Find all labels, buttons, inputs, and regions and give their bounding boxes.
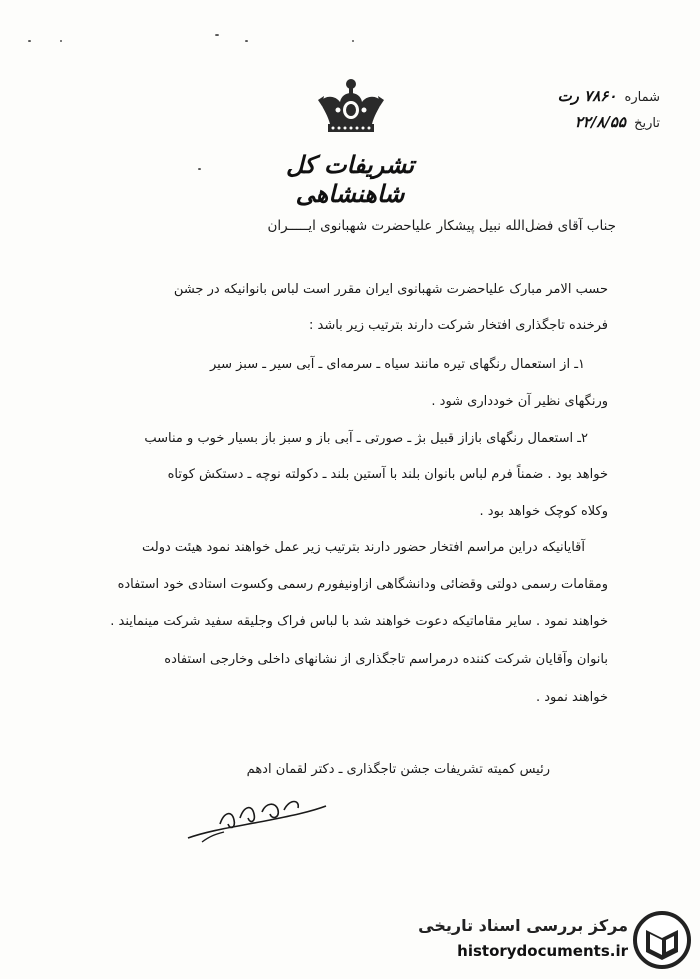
- reference-number-row: [530, 84, 660, 110]
- archive-watermark: [412, 906, 692, 972]
- body-line: وکلاه کوچک خواهد بود .: [479, 504, 608, 519]
- handwritten-signature: [180, 790, 330, 850]
- scan-speck: [352, 40, 354, 42]
- body-line: ۱ـ از استعمال رنگهای تیره مانند سیاه ـ سرمه‌ای ـ آبی سیر ـ سبز سیر: [209, 357, 585, 372]
- body-line: آقایانیکه دراین مراسم افتخار حضور دارند بترتیب زیر عمل خواهند نمود هیئت دولت: [141, 540, 585, 555]
- body-line: ۲ـ استعمال رنگهای بازاز قبیل بژ ـ صورتی ـ آبی باز و سبز باز بسیار خوب و مناسب: [144, 431, 588, 446]
- body-line: فرخنده تاجگذاری افتخار شرکت دارند بترتیب زیر باشد :: [308, 318, 608, 333]
- scan-speck: [28, 40, 31, 42]
- body-line: بانوان وآقایان شرکت کننده درمراسم تاجگذاری از نشانهای داخلی وخارجی استفاده: [164, 652, 608, 667]
- scan-speck: [245, 40, 248, 42]
- date-label: تاریخ: [634, 116, 660, 131]
- body-line: ومقامات رسمی دولتی وقضائی ودانشگاهی ازاونیفورم رسمی وکسوت استادی خود استفاده: [117, 577, 608, 592]
- watermark-title: مرکز بررسی اسناد تاریخی: [418, 916, 628, 935]
- addressee-line: جناب آقای فضل‌الله نبیل پیشکار علیاحضرت شهبانوی ایـــــران: [267, 218, 616, 234]
- date-value: ۲۲/۸/۵۵: [574, 113, 626, 131]
- body-line: ورنگهای نظیر آن خودداری شود .: [431, 394, 608, 409]
- scan-speck: [215, 34, 219, 36]
- number-value: ۷۸۶۰ رت: [557, 87, 617, 105]
- body-line: خواهند نمود . سایر مقاماتیکه دعوت خواهند شد با لباس فراک وجلیقه سفید شرکت مینمایند .: [110, 614, 608, 629]
- number-label: شماره: [624, 90, 660, 105]
- reference-block: [530, 84, 660, 136]
- book-logo-icon: [632, 910, 692, 970]
- signatory-title: رئیس کمیته تشریفات جشن تاجگذاری ـ دکتر لقمان ادهم: [246, 762, 550, 777]
- watermark-url: historydocuments.ir: [457, 942, 628, 960]
- scan-speck: [198, 168, 201, 170]
- body-line: حسب الامر مبارک علیاحضرت شهبانوی ایران مقرر است لباس بانوانیکه در جشن: [173, 282, 608, 297]
- office-title: تشریفات کل شاهنشاهی: [285, 150, 414, 208]
- body-line: خواهند نمود .: [535, 690, 608, 705]
- royal-crown-icon: [314, 72, 388, 144]
- reference-date-row: [530, 110, 660, 136]
- scan-speck: [60, 40, 62, 42]
- body-line: خواهد بود . ضمناً فرم لباس بانوان بلند با آستین بلند ـ دکولته نوچه ـ دستکش کوتاه: [167, 467, 608, 482]
